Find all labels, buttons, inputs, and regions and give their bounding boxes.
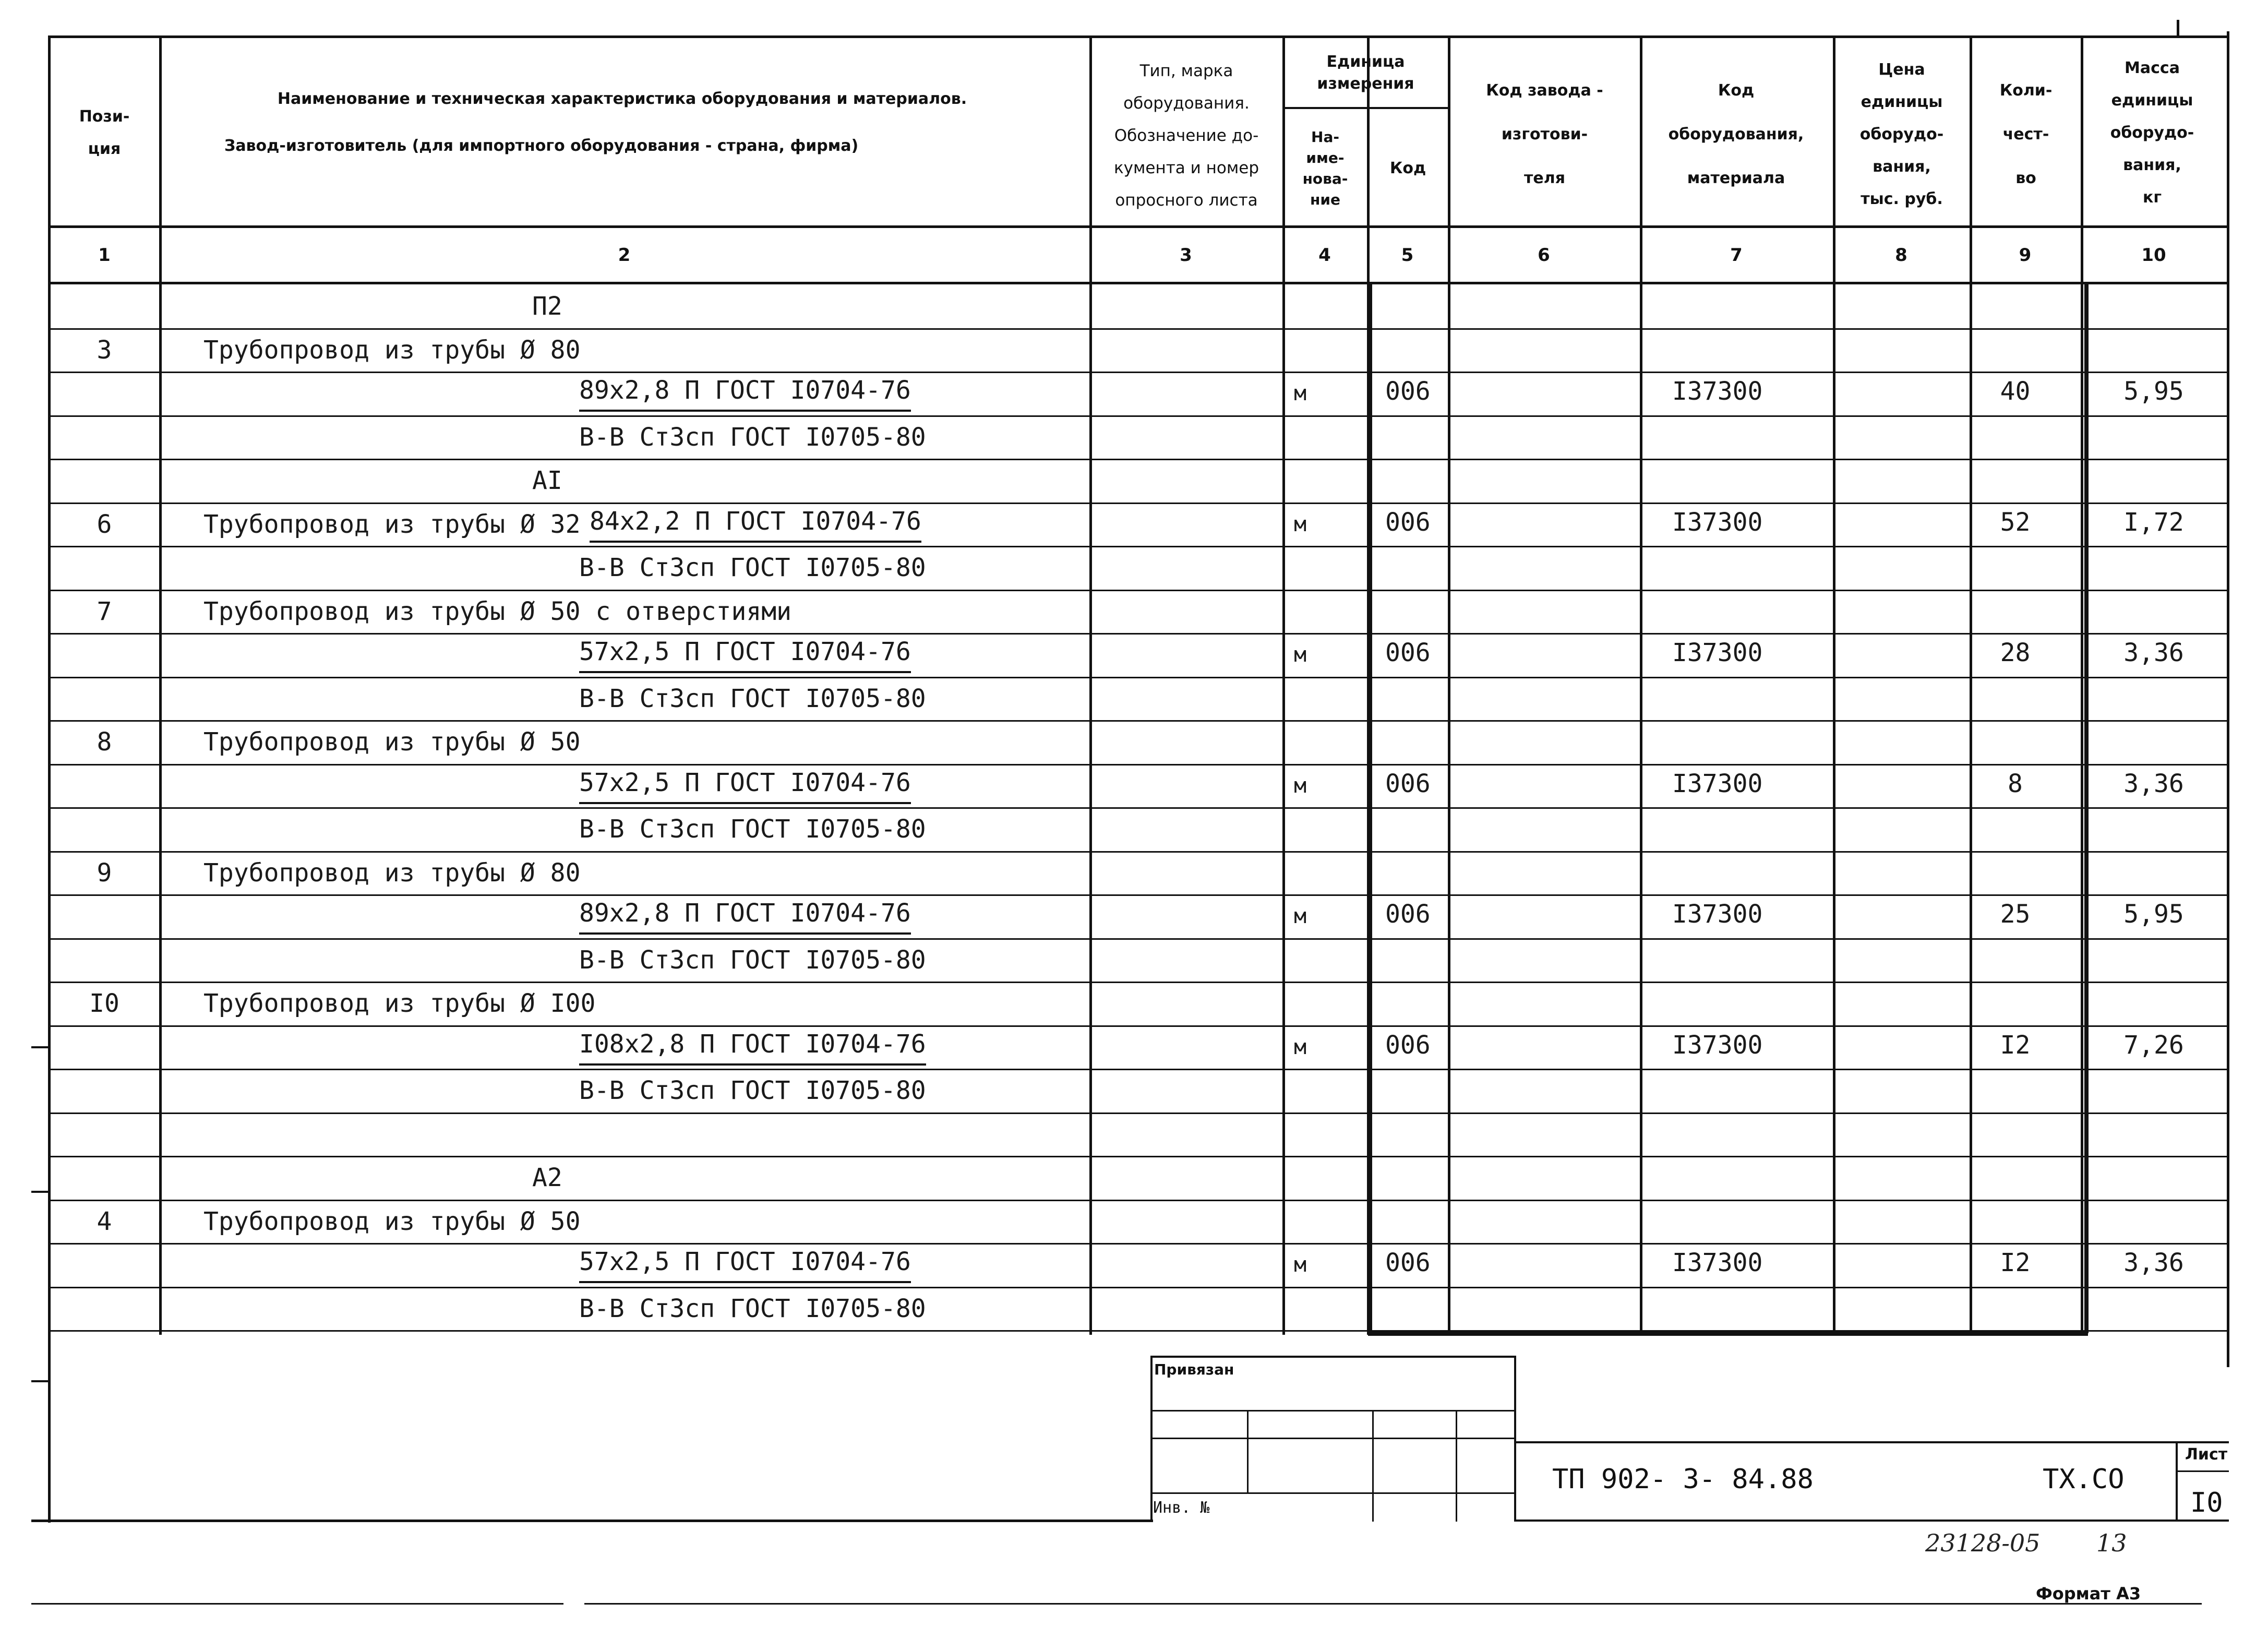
row-unit-mass: 3,36: [2123, 1248, 2184, 1277]
column-number-3: 3: [1180, 244, 1192, 266]
header-unit-code: Код: [1389, 159, 1426, 177]
row-position: 4: [97, 1207, 112, 1236]
header-type: Тип, марка оборудования. Обозначение до- кумента и номер опросного листа: [1113, 62, 1259, 210]
row-name: Трубопровод из трубы Ø 32: [203, 510, 581, 539]
column-number-10: 10: [2141, 244, 2166, 266]
trim-line-left: [31, 1603, 563, 1605]
section-label: АI: [532, 466, 562, 495]
row-spec-text: 57х2,5 П ГОСТ I0704-76: [579, 1243, 911, 1283]
row-line-23: [48, 1287, 2229, 1288]
row-quantity: 25: [2000, 900, 2031, 929]
row-position: 3: [97, 336, 112, 365]
row-line-20: [48, 1156, 2229, 1157]
handwritten-archive-number: 23128-05: [1925, 1529, 2041, 1557]
sheet-box-divider: [2176, 1470, 2229, 1472]
bold-block-bottom: [1368, 1332, 2088, 1336]
row-line-11: [48, 764, 2229, 765]
title-block-top: [1514, 1441, 2229, 1443]
column-number-2: 2: [618, 244, 631, 266]
column-number-4: 4: [1318, 244, 1331, 266]
header-unit-mass: Масса единицы оборудо- вания, кг: [2110, 59, 2194, 207]
row-unit-mass: 5,95: [2123, 900, 2184, 929]
row-name: Трубопровод из трубы Ø I00: [203, 989, 596, 1018]
row-unit-name: м: [1294, 774, 1307, 798]
row-equipment-code: I37300: [1672, 1248, 1763, 1277]
row-equipment-code: I37300: [1672, 638, 1763, 667]
frame-bottom-left: [31, 1520, 1153, 1522]
header-position: Пози- ция: [79, 107, 130, 158]
row-equipment-code: I37300: [1672, 377, 1763, 406]
header-unit-price: Цена единицы оборудо- вания, тыс. руб.: [1859, 60, 1944, 208]
stamp-mark: ТХ.СО: [2043, 1464, 2125, 1495]
row-unit-mass: 5,95: [2123, 377, 2184, 406]
stamp-sheet-number: I0: [2190, 1487, 2223, 1518]
row-quantity: I2: [2000, 1031, 2031, 1060]
row-name: Трубопровод из трубы Ø 50 с отверстиями: [203, 597, 792, 626]
row-spec-text: 89х2,8 П ГОСТ I0704-76: [579, 372, 911, 412]
column-number-6: 6: [1538, 244, 1550, 266]
row-position: 9: [97, 858, 112, 888]
stamp-line-3: [1150, 1492, 1516, 1494]
row-line-17: [48, 1025, 2229, 1027]
row-name: Трубопровод из трубы Ø 80: [203, 858, 581, 888]
margin-tick-1: [31, 1046, 49, 1048]
row-spec-pipe: [579, 630, 911, 674]
row-unit-code: 006: [1385, 377, 1431, 406]
row-equipment-code: I37300: [1672, 1031, 1763, 1060]
format-label: Формат А3: [2036, 1584, 2141, 1604]
row-line-3: [48, 415, 2229, 417]
column-number-9: 9: [2019, 244, 2032, 266]
row-line-15: [48, 938, 2229, 940]
row-name: Трубопровод из трубы Ø 50: [203, 1207, 581, 1236]
row-unit-code: 006: [1385, 769, 1431, 798]
bold-block-left: [1368, 284, 1372, 1333]
row-unit-code: 006: [1385, 638, 1431, 667]
row-spec-text: 89х2,8 П ГОСТ I0704-76: [579, 895, 911, 935]
row-name: Трубопровод из трубы Ø 50: [203, 727, 581, 757]
row-unit-mass: 3,36: [2123, 638, 2184, 667]
header-unit-group: Единица измерения: [1317, 53, 1414, 93]
row-spec-pipe: [579, 368, 911, 412]
row-spec-steel: В-В Ст3сп ГОСТ I0705-80: [579, 815, 926, 844]
row-quantity: 8: [2008, 769, 2023, 798]
row-position: 8: [97, 727, 112, 757]
row-unit-name: м: [1294, 904, 1307, 928]
row-spec-pipe: [579, 1240, 911, 1284]
header-unit-name: На- име- нова- ние: [1302, 128, 1348, 208]
section-label: А2: [532, 1163, 562, 1192]
margin-tick-3: [31, 1380, 49, 1382]
row-unit-code: 006: [1385, 1248, 1431, 1277]
row-quantity: I2: [2000, 1248, 2031, 1277]
row-quantity: 52: [2000, 508, 2031, 537]
numbers-row-bottom: [48, 282, 2229, 284]
row-spec-text: I08х2,8 П ГОСТ I0704-76: [579, 1026, 926, 1066]
row-quantity: 28: [2000, 638, 2031, 667]
sheet-box-left: [2176, 1441, 2178, 1520]
section-label: П2: [532, 292, 562, 321]
stamp-line-2: [1150, 1438, 1516, 1439]
row-spec-pipe: [579, 1022, 926, 1066]
trim-line-right: [584, 1603, 2202, 1605]
handwritten-page-number: 13: [2096, 1529, 2127, 1557]
title-block-bottom: [1514, 1520, 2229, 1522]
row-unit-code: 006: [1385, 508, 1431, 537]
row-equipment-code: I37300: [1672, 769, 1763, 798]
stamp-col-1: [1247, 1410, 1249, 1493]
column-number-1: 1: [98, 244, 111, 266]
row-spec-text: 57х2,5 П ГОСТ I0704-76: [579, 633, 911, 673]
frame-top: [48, 35, 2229, 38]
stamp-line-1: [1150, 1410, 1516, 1411]
header-name-line2: Завод-изготовитель (для импортного оборудования - страна, фирма): [224, 137, 859, 155]
row-spec-pipe: [590, 499, 921, 543]
row-spec-pipe: [579, 891, 911, 935]
row-spec-steel: В-В Ст3сп ГОСТ I0705-80: [579, 553, 926, 582]
row-spec-pipe: [579, 761, 911, 805]
row-name: Трубопровод из трубы Ø 80: [203, 336, 581, 365]
row-spec-steel: В-В Ст3сп ГОСТ I0705-80: [579, 1076, 926, 1105]
row-unit-code: 006: [1385, 900, 1431, 929]
row-line-19: [48, 1112, 2229, 1114]
column-number-8: 8: [1895, 244, 1907, 266]
header-factory-code: Код завода - изготови- теля: [1486, 81, 1603, 187]
row-equipment-code: I37300: [1672, 900, 1763, 929]
row-unit-name: м: [1294, 381, 1307, 405]
row-unit-mass: I,72: [2123, 508, 2184, 537]
row-unit-name: м: [1294, 643, 1307, 667]
stamp-col-3: [1456, 1410, 1457, 1522]
row-equipment-code: I37300: [1672, 508, 1763, 537]
frame-tick: [2177, 20, 2179, 37]
stamp-sheet-label: Лист: [2185, 1445, 2228, 1464]
row-unit-mass: 3,36: [2123, 769, 2184, 798]
row-position: 6: [97, 510, 112, 539]
header-name-line1: Наименование и техническая характеристика оборудования и материалов.: [277, 90, 967, 108]
row-quantity: 40: [2000, 377, 2031, 406]
frame-right: [2227, 31, 2229, 1367]
bold-block-right: [2084, 284, 2089, 1333]
margin-tick-2: [31, 1191, 49, 1193]
row-line-4: [48, 459, 2229, 460]
row-unit-code: 006: [1385, 1031, 1431, 1060]
row-line-9: [48, 677, 2229, 678]
row-spec-steel: В-В Ст3сп ГОСТ I0705-80: [579, 684, 926, 713]
row-spec-steel: В-В Ст3сп ГОСТ I0705-80: [579, 423, 926, 452]
row-spec-text: 84х2,2 П ГОСТ I0704-76: [590, 503, 921, 543]
row-spec-steel: В-В Ст3сп ГОСТ I0705-80: [579, 1294, 926, 1323]
row-spec-steel: В-В Ст3сп ГОСТ I0705-80: [579, 946, 926, 975]
row-position: 7: [97, 597, 112, 626]
column-number-5: 5: [1401, 244, 1414, 266]
row-unit-name: м: [1294, 512, 1307, 536]
stamp-privyazan: Привязан: [1154, 1361, 1234, 1378]
stamp-inv-no: Инв. №: [1153, 1499, 1210, 1517]
row-position: I0: [89, 989, 119, 1018]
row-line-12: [48, 807, 2229, 809]
header-quantity: Коли- чест- во: [1999, 81, 2053, 187]
row-unit-mass: 7,26: [2123, 1031, 2184, 1060]
stamp-top: [1150, 1356, 1516, 1358]
header-equipment-code: Код оборудования, материала: [1668, 81, 1804, 187]
row-unit-name: м: [1294, 1253, 1307, 1277]
row-spec-text: 57х2,5 П ГОСТ I0704-76: [579, 764, 911, 804]
row-line-18: [48, 1069, 2229, 1070]
row-unit-name: м: [1294, 1035, 1307, 1059]
column-number-7: 7: [1730, 244, 1743, 266]
stamp-document-code: ТП 902- 3- 84.88: [1552, 1464, 1814, 1495]
stamp-col-2: [1372, 1410, 1374, 1522]
